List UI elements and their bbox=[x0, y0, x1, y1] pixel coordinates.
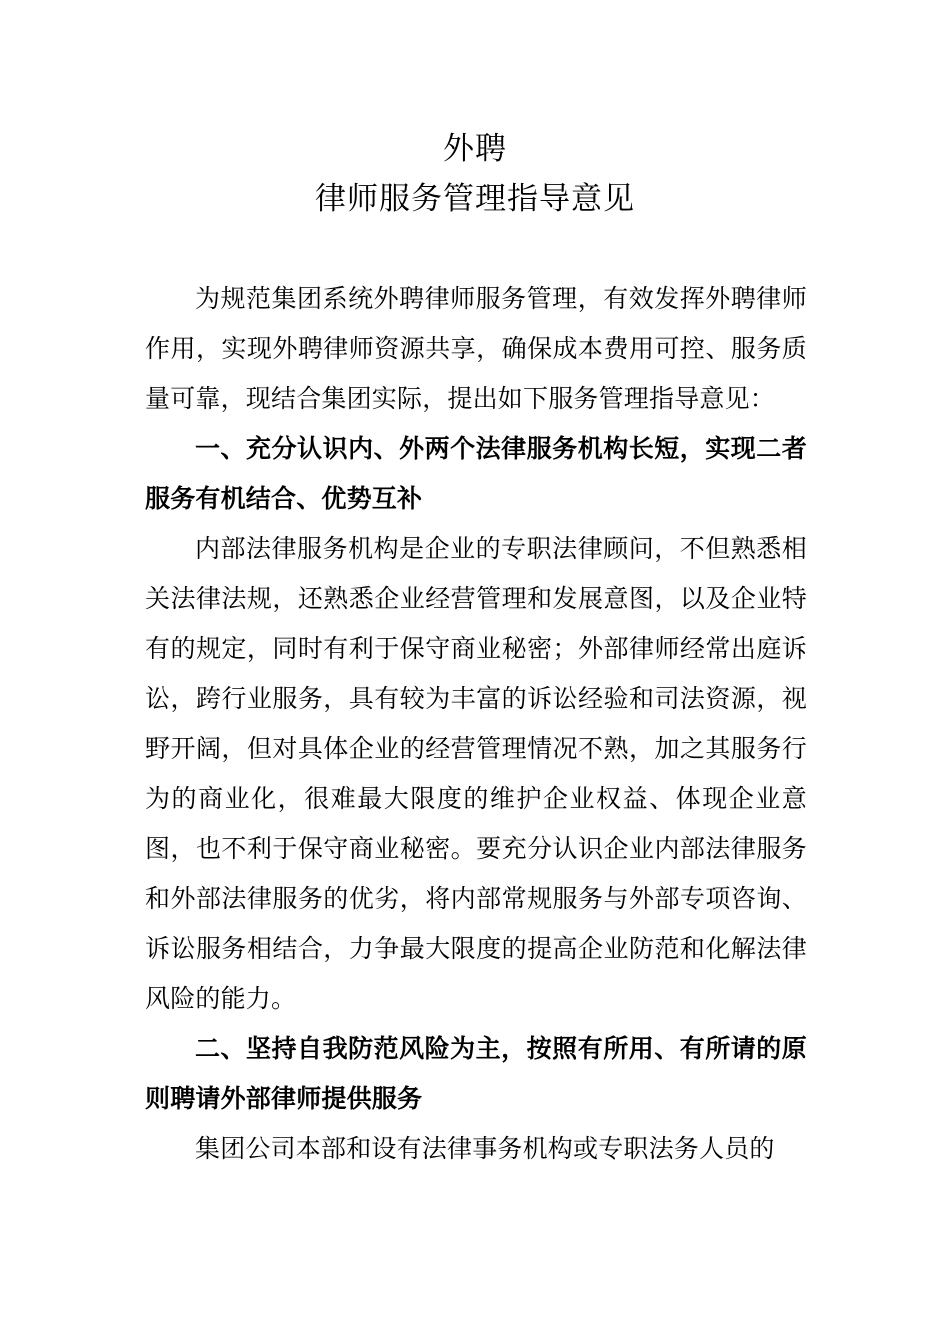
section-heading-1: 一、充分认识内、外两个法律服务机构长短，实现二者服务有机结合、优势互补 bbox=[145, 434, 807, 513]
document-title bbox=[0, 124, 950, 224]
title-line-1: 外聘 bbox=[443, 131, 507, 167]
section-1-paragraph: 内部法律服务机构是企业的专职法律顾问，不但熟悉相关法律法规，还熟悉企业经营管理和发展意图，以及企业特有的规定，同时有利于保守商业秘密；外部律师经常出庭诉讼，跨行业服务，具有较为丰富的诉讼经验和司法资源，视野开阔，但对具体企业的经营管理情况不熟，加之其服务行为的商业化，很难最大限度的维护企业权益、体现企业意图，也不利于保守商业秘密。要充分认识企业内部法律服务和外部法律服务的优劣，将内部常规服务与外部专项咨询、诉讼服务相结合，力争最大限度的提高企业防范和化解法律风险的能力。 bbox=[145, 534, 807, 1013]
document-body bbox=[145, 274, 807, 1174]
intro-paragraph: 为规范集团系统外聘律师服务管理，有效发挥外聘律师作用，实现外聘律师资源共享，确保成本费用可控、服务质量可靠，现结合集团实际，提出如下服务管理指导意见： bbox=[145, 284, 807, 413]
title-line-2: 律师服务管理指导意见 bbox=[315, 181, 635, 217]
section-heading-2: 二、坚持自我防范风险为主，按照有所用、有所请的原则聘请外部律师提供服务 bbox=[145, 1034, 807, 1113]
section-2-paragraph: 集团公司本部和设有法律事务机构或专职法务人员的 bbox=[195, 1134, 775, 1163]
